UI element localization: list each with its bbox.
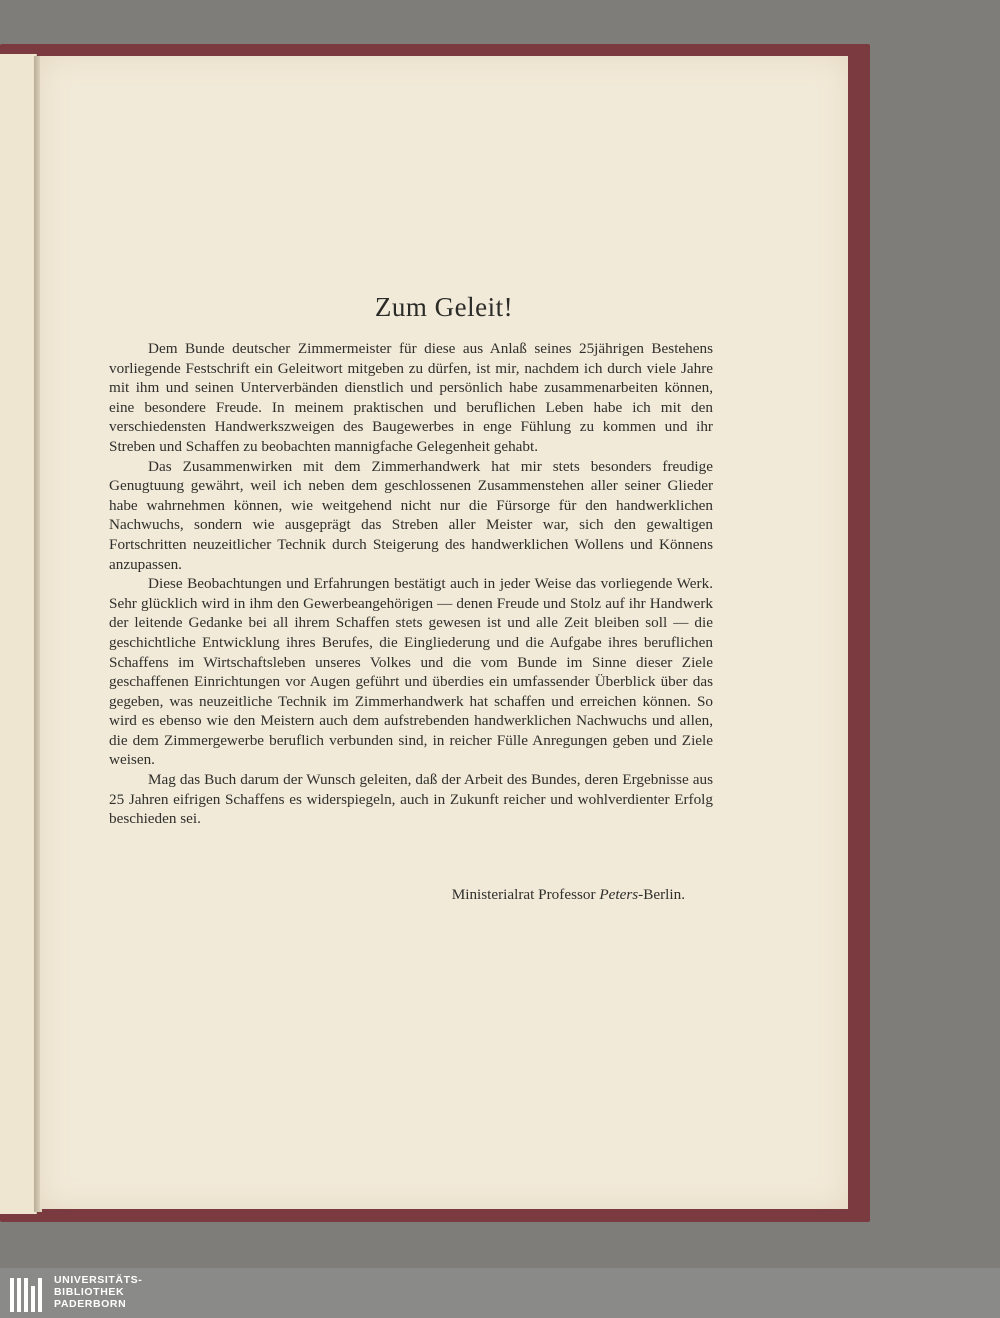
footer-bar	[0, 1268, 1000, 1318]
body-text	[109, 339, 713, 829]
logo-line: PADERBORN	[54, 1298, 127, 1310]
logo-line: UNIVERSITÄTS-	[54, 1274, 143, 1286]
library-logo-icon	[10, 1276, 46, 1312]
paragraph: Diese Beobachtungen und Erfahrungen bestätigt auch in jeder Weise das vorliegende Werk. Sehr glücklich wird in ihm den Gewerbeangehörigen — denen Freude und Stolz auf ihr Handwerk der leitende Gedanke bei all ihrem Schaffen stets gewesen ist und alle Zeit bleiben soll — die geschichtliche Entwicklung ihres Berufes, die Eingliederung und die Aufgabe ihres beruflichen Schaffens im Wirtschaftsleben unseres Volkes und die vom Bunde im Sinne dieser Ziele geschaffenen Einrichtungen vor Augen geführt und überdies ein umfassender Überblick über das gegeben, was neuzeitliche Technik im Zimmerhandwerk hat schaffen und erreichen können. So wird es ebenso wie den Meistern auch dem aufstrebenden handwerklichen Nachwuchs und allen, die dem Zimmergewerbe beruflich verbunden sind, in reicher Fülle Anregungen geben und Ziele weisen.	[109, 575, 713, 769]
signature-name: Peters	[599, 886, 639, 903]
paragraph: Das Zusammenwirken mit dem Zimmerhandwerk hat mir stets besonders freudige Genugtuung gewährt, weil ich neben dem geschlossenen Zusammenstehen aller seiner Glieder habe wahrnehmen können, wie weitgehend nicht nur die Fürsorge für den handwerklichen Nachwuchs, sondern wie ausgeprägt das Streben aller Meister war, sich den gewaltigen Fortschritten neuzeitlicher Technik durch Steigerung des handwerklichen Wollens und Könnens anzupassen.	[109, 457, 713, 573]
signature-suffix: -Berlin.	[638, 886, 685, 903]
page-title: Zum Geleit!	[374, 292, 514, 322]
book-page	[40, 56, 848, 1209]
left-page-edge	[0, 54, 37, 1214]
paragraph: Mag das Buch darum der Wunsch geleiten, daß der Arbeit des Bundes, deren Ergebnisse aus 25 Jahren eifrigen Schaffens es widerspiegeln, auch in Zukunft reicher und wohlverdienter Erfolg beschieden sei.	[109, 771, 713, 828]
logo-line: BIBLIOTHEK	[54, 1286, 125, 1298]
signature	[452, 886, 685, 904]
library-logo-text[interactable]	[54, 1274, 142, 1310]
paragraph: Dem Bunde deutscher Zimmermeister für diese aus Anlaß seines 25jährigen Bestehens vorliegende Festschrift ein Geleitwort mitgeben zu dürfen, ist mir, nachdem ich durch viele Jahre mit ihm und seinen Unterverbänden dienstlich und persönlich habe zusammenarbeiten können, eine besondere Freude. In meinem praktischen und beruflichen Leben habe ich mit den verschiedensten Handwerkszweigen des Baugewerbes in enge Fühlung zu kommen und ihr Streben und Schaffen zu beobachten mannigfache Gelegenheit gehabt.	[109, 340, 713, 455]
signature-prefix: Ministerialrat Professor	[451, 886, 596, 903]
